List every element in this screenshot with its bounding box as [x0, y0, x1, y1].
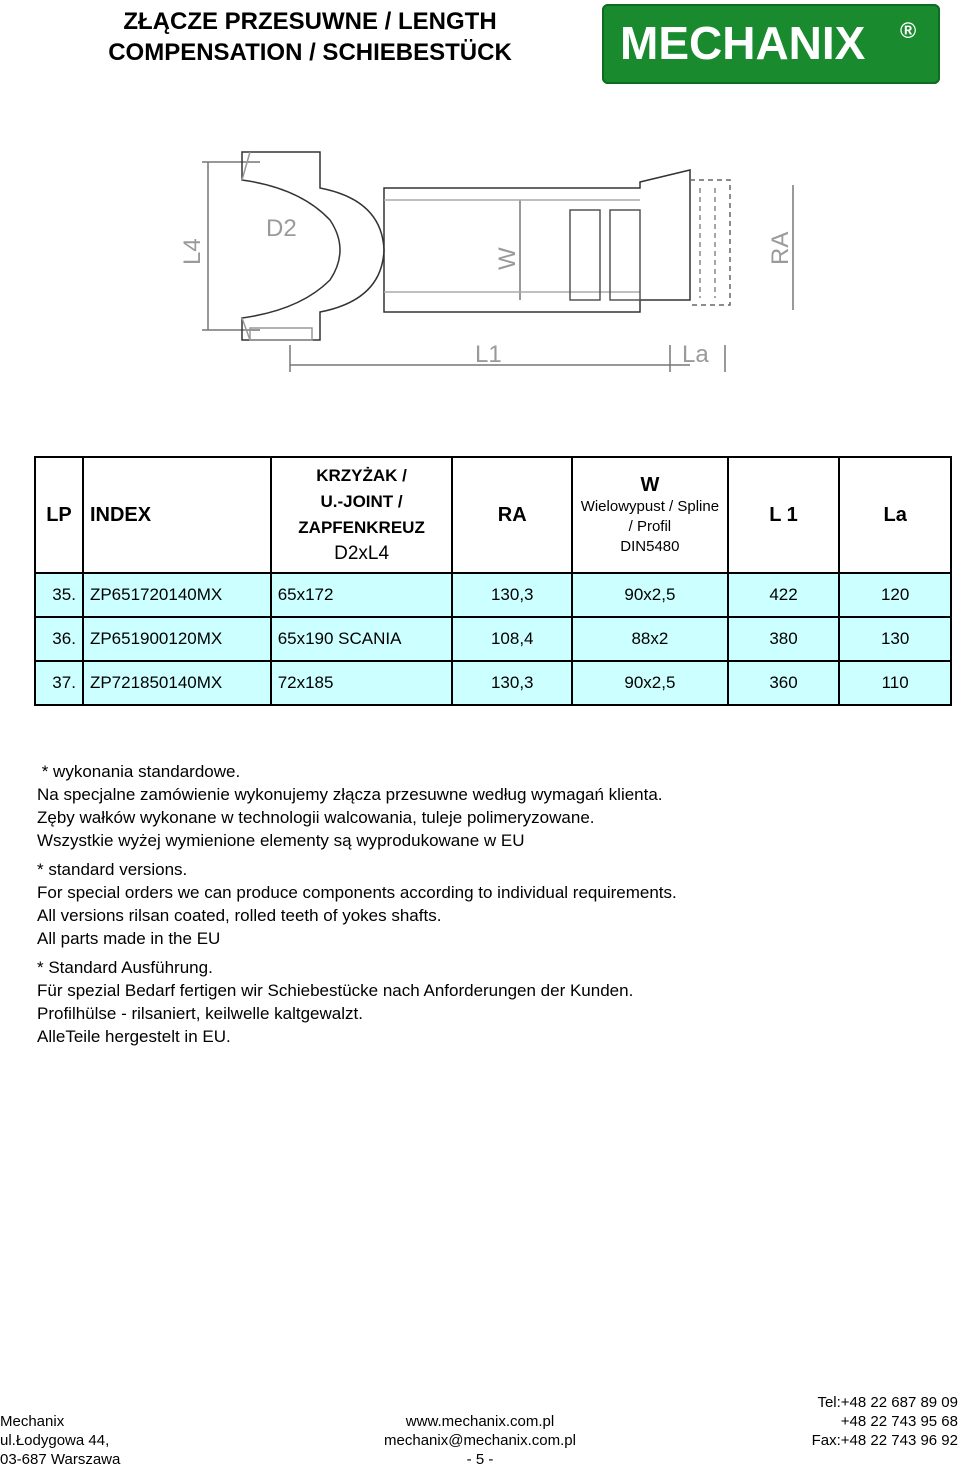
label-w: W [494, 247, 521, 270]
label-la: La [682, 341, 709, 368]
cell-l1: 380 [728, 617, 840, 661]
footer-tel-2: +48 22 743 95 68 [840, 1413, 958, 1430]
header-joint [271, 457, 453, 573]
footer-street: ul.Łodygowa 44, [0, 1432, 110, 1449]
header-w-line-3: / Profil [628, 517, 672, 535]
label-l4: L4 [179, 238, 206, 265]
spec-table [34, 456, 952, 706]
label-ra: RA [767, 231, 794, 265]
header-w-line-4: DIN5480 [620, 537, 680, 555]
label-d2: D2 [266, 215, 297, 242]
footer-email[interactable]: mechanix@mechanix.com.pl [384, 1432, 576, 1449]
header-w [572, 457, 728, 573]
header-la: La [839, 457, 951, 573]
cell-w: 88x2 [572, 617, 728, 661]
cell-lp: 37. [35, 661, 83, 705]
registered-mark: ® [900, 18, 917, 43]
cell-ra: 130,3 [452, 573, 572, 617]
note-de-3: Profilhülse - rilsaniert, keilwelle kaltgewalzt. [37, 1004, 363, 1023]
note-pl-3: Zęby wałków wykonane w technologii walcowania, tuleje polimeryzowane. [37, 808, 595, 827]
page-title [70, 6, 550, 68]
note-pl-2: Na specjalne zamówienie wykonujemy złącza przesuwne według wymagań klienta. [37, 785, 663, 804]
mechanix-logo [602, 4, 940, 84]
cell-index: ZP651900120MX [83, 617, 271, 661]
cell-joint: 65x190 SCANIA [271, 617, 453, 661]
header-lp: LP [35, 457, 83, 573]
table-row [35, 661, 951, 705]
footer-fax: Fax:+48 22 743 96 92 [811, 1432, 958, 1449]
title-line-2: COMPENSATION / SCHIEBESTÜCK [108, 39, 512, 66]
note-de-4: AlleTeile hergestelt in EU. [37, 1027, 231, 1046]
cell-ra: 108,4 [452, 617, 572, 661]
note-en-3: All versions rilsan coated, rolled teeth of yokes shafts. [37, 906, 442, 925]
note-pl-1: * wykonania standardowe. [37, 762, 241, 781]
cell-lp: 35. [35, 573, 83, 617]
technical-drawing [170, 140, 810, 380]
header-joint-line-4: D2xL4 [334, 543, 390, 564]
header-index: INDEX [83, 457, 271, 573]
footer-tel-1: Tel:+48 22 687 89 09 [817, 1394, 958, 1411]
cell-index: ZP721850140MX [83, 661, 271, 705]
cell-w: 90x2,5 [572, 573, 728, 617]
cell-joint: 65x172 [271, 573, 453, 617]
note-en-2: For special orders we can produce components according to individual requirements. [37, 883, 677, 902]
note-en-1: * standard versions. [37, 860, 188, 879]
footer-phones [812, 1393, 958, 1450]
footer-page-number: - 5 - [466, 1451, 494, 1468]
header-w-line-1: W [640, 473, 660, 496]
notes [37, 760, 677, 1048]
note-de-2: Für spezial Bedarf fertigen wir Schiebestücke nach Anforderungen der Kunden. [37, 981, 634, 1000]
header-joint-line-2: U.-JOINT / [320, 492, 403, 511]
cell-lp: 36. [35, 617, 83, 661]
note-en-4: All parts made in the EU [37, 929, 221, 948]
cell-l1: 422 [728, 573, 840, 617]
header-ra: RA [452, 457, 572, 573]
cell-w: 90x2,5 [572, 661, 728, 705]
footer-address [0, 1412, 120, 1469]
cell-la: 130 [839, 617, 951, 661]
footer-city: 03-687 Warszawa [0, 1451, 121, 1468]
footer-website[interactable]: www.mechanix.com.pl [405, 1413, 555, 1430]
header-w-line-2: Wielowypust / Spline [580, 497, 720, 515]
cell-joint: 72x185 [271, 661, 453, 705]
footer-company: Mechanix [0, 1413, 65, 1430]
header-l1: L 1 [728, 457, 840, 573]
cell-index: ZP651720140MX [83, 573, 271, 617]
table-row [35, 573, 951, 617]
table-row [35, 617, 951, 661]
title-line-1: ZŁĄCZE PRZESUWNE / LENGTH [123, 8, 497, 35]
table-header-row [35, 457, 951, 573]
note-pl-4: Wszystkie wyżej wymienione elementy są wyprodukowane w EU [37, 831, 525, 850]
cell-ra: 130,3 [452, 661, 572, 705]
label-l1: L1 [475, 341, 502, 368]
header-joint-line-3: ZAPFENKREUZ [298, 518, 425, 537]
footer-contact [360, 1412, 600, 1469]
note-de-1: * Standard Ausführung. [37, 958, 213, 977]
cell-l1: 360 [728, 661, 840, 705]
header-joint-line-1: KRZYŻAK / [316, 466, 407, 485]
cell-la: 110 [839, 661, 951, 705]
cell-la: 120 [839, 573, 951, 617]
logo-text: MECHANIX [620, 17, 866, 69]
